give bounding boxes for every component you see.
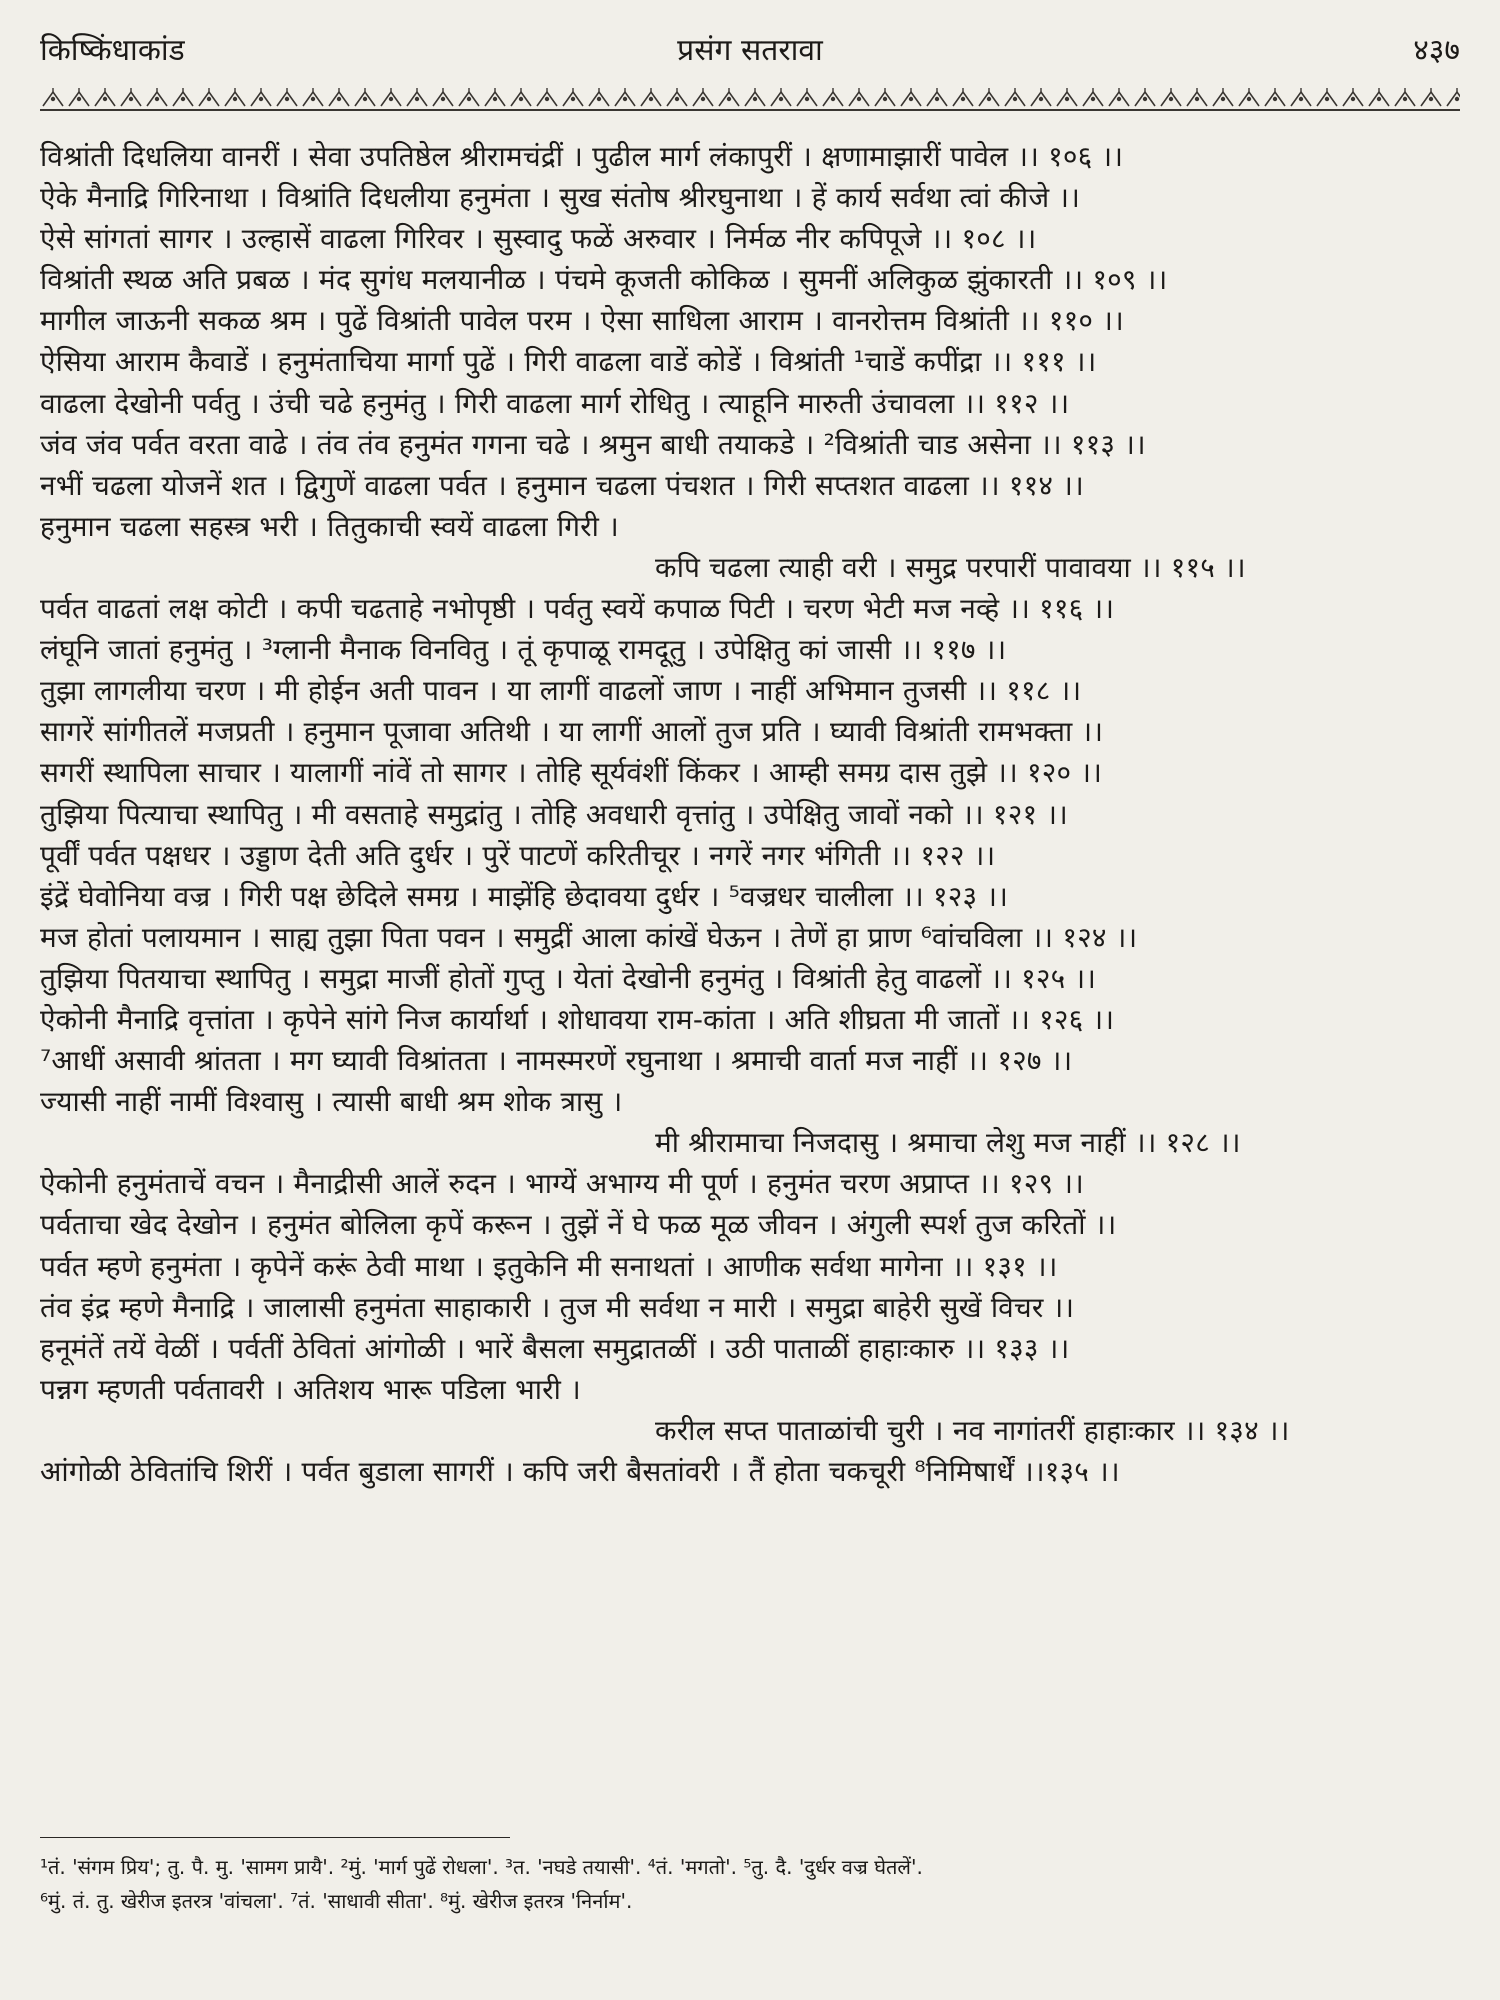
verse-line: हनुमान चढला सहस्त्र भरी । तितुकाची स्वयें वाढला गिरी । (40, 509, 619, 543)
verse-line: तंव इंद्र म्हणे मैनाद्रि । जालासी हनुमंता साहाकारी । तुज मी सर्वथा न मारी । समुद्रा बाहेरी सुखें विचर ।। (40, 1290, 1075, 1324)
verse-line: ऐके मैनाद्रि गिरिनाथा । विश्रांति दिधलीया हनुमंता । सुख संतोष श्रीरघुनाथा । हें कार्य सर्वथा त्वां कीजे ।। (40, 181, 1081, 215)
verse-line: ऐकोनी मैनाद्रि वृत्तांता । कृपेने सांगे निज कार्यार्था । शोधावया राम-कांता । अति शीघ्रता मी जातों ।। १२६ ।। (40, 1002, 1115, 1036)
verse-line-continuation: करील सप्त पाताळांची चुरी । नव नागांतरीं हाहाःकार ।। १३४ ।। (655, 1413, 1290, 1447)
verse-line: पर्वत वाढतां लक्ष कोटी । कपी चढताहे नभोपृष्ठी । पर्वतु स्वयें कपाळ पिटी । चरण भेटी मज नव्हे ।। ११६ ।। (40, 592, 1115, 626)
verse-line: लंघूनि जातां हनुमंतु । ³ग्लानी मैनाक विनवितु । तूं कृपाळू रामदूतु । उपेक्षितु कां जासी ।। ११७ ।। (40, 633, 1007, 667)
verse-line: विश्रांती दिधलिया वानरीं । सेवा उपतिष्ठेल श्रीरामचंद्रीं । पुढील मार्ग लंकापुरीं । क्षणामाझारीं पावेल ।। १०६ ।। (40, 140, 1124, 173)
verse-line: ऐसिया आराम कैवाडें । हनुमंताचिया मार्गा पुढें । गिरी वाढला वाडें कोडें । विश्रांती ¹चाडें कपींद्रा ।। १११ ।। (40, 345, 1097, 379)
verse-list (40, 136, 1460, 1492)
verse-line: पन्नग म्हणती पर्वतावरी । अतिशय भारू पडिला भारी । (40, 1372, 581, 1406)
footnote-line: ⁶मुं. तं. तु. खेरीज इतरत्र 'वांचला'. ⁷तं. 'साधावी सीता'. ⁸मुं. खेरीज इतरत्र 'निर्नाम'. (40, 1889, 633, 1913)
verse-line: विश्रांती स्थळ अति प्रबळ । मंद सुगंध मलयानीळ । पंचमे कूजती कोकिळ । सुमनीं अलिकुळ झुंकारती ।। १०९ ।। (40, 263, 1168, 297)
verse-line: मज होतां पलायमान । साह्य तुझा पिता पवन । समुद्रीं आला कांखें घेऊन । तेणें हा प्राण ⁶वांचविला ।। १२४ ।। (40, 920, 1138, 954)
page-number: ४३७ (1413, 33, 1460, 68)
verse-line: जंव जंव पर्वत वरता वाढे । तंव तंव हनुमंत गगना चढे । श्रमुन बाधी तयाकडे । ²विश्रांती चाड असेना ।। ११३ ।। (40, 427, 1146, 461)
footnote-line: ¹तं. 'संगम प्रिय'; तु. पै. मु. 'सामग प्रायै'. ²मुं. 'मार्ग पुढें रोधला'. ³त. 'नघडे तयासी'. ⁴तं. 'मगतो'. ⁵तु. दै. 'दुर्धर वज्र घेतलें'. (40, 1855, 923, 1879)
verse-line: ऐसे सांगतां सागर । उल्हासें वाढला गिरिवर । सुस्वादु फळें अरुवार । निर्मळ नीर कपिपूजे ।। १०८ ।। (40, 222, 1037, 256)
verse-line: पर्वत म्हणे हनुमंता । कृपेनें करूं ठेवी माथा । इतुकेनि मी सनाथतां । आणीक सर्वथा मागेना ।। १३१ ।। (40, 1249, 1058, 1283)
page-header (40, 28, 1460, 76)
verse-line: तुझा लागलीया चरण । मी होईन अती पावन । या लागीं वाढलों जाण । नाहीं अभिमान तुजसी ।। ११८ ।। (40, 674, 1082, 708)
verse-line: इंद्रें घेवोनिया वज्र । गिरी पक्ष छेदिले समग्र । माझेंहि छेदावया दुर्धर । ⁵वज्रधर चालीला ।। १२३ ।। (40, 879, 1009, 913)
verse-line: पूर्वीं पर्वत पक्षधर । उड्डाण देती अति दुर्धर । पुरें पाटणें करितीचूर । नगरें नगर भंगिती ।। १२२ ।। (40, 838, 996, 872)
verse-line: तुझिया पित्याचा स्थापितु । मी वसताहे समुद्रांतु । तोहि अवधारी वृत्तांतु । उपेक्षितु जावों नको ।। १२१ ।। (40, 797, 1068, 831)
verse-line: सागरें सांगीतलें मजप्रती । हनुमान पूजावा अतिथी । या लागीं आलों तुज प्रति । घ्यावी विश्रांती रामभक्ता ।। (40, 715, 1104, 749)
verse-line: सगरीं स्थापिला साचार । यालागीं नांवें तो सागर । तोहि सूर्यवंशीं किंकर । आम्ही समग्र दास तुझे ।। १२० ।। (40, 756, 1103, 790)
footnotes (40, 1850, 1460, 1918)
verse-line: वाढला देखोनी पर्वतु । उंची चढे हनुमंतु । गिरी वाढला मार्ग रोधितु । त्याहूनि मारुती उंचावला ।। ११२ ।। (40, 386, 1070, 420)
verse-line-continuation: कपि चढला त्याही वरी । समुद्र परपारीं पावावया ।। ११५ ।। (655, 550, 1246, 584)
ornament-pattern (40, 84, 1460, 114)
verse-line: हनूमंतें तयें वेळीं । पर्वतीं ठेवितां आंगोळी । भारें बैसला समुद्रातळीं । उठी पाताळीं हाहाःकारु ।। १३३ ।। (40, 1331, 1070, 1365)
verse-line: आंगोळी ठेवितांचि शिरीं । पर्वत बुडाला सागरीं । कपि जरी बैसतांवरी । तैं होता चकचूरी ⁸निमिषार्धें ।।१३५ ।। (40, 1455, 1120, 1488)
verse-line: तुझिया पितयाचा स्थापितु । समुद्रा माजीं होतों गुप्तु । येतां देखोनी हनुमंतु । विश्रांती हेतु वाढलों ।। १२५ ।। (40, 961, 1097, 995)
verse-line: मागील जाऊनी सकळ श्रम । पुढें विश्रांती पावेल परम । ऐसा साधिला आराम । वानरोत्तम विश्रांती ।। ११० ।। (40, 304, 1124, 338)
verse-line: ऐकोनी हनुमंताचें वचन । मैनाद्रीसी आलें रुदन । भाग्यें अभाग्य मी पूर्ण । हनुमंत चरण अप्राप्त ।। १२९ ।। (40, 1167, 1084, 1201)
verse-line-continuation: मी श्रीरामाचा निजदासु । श्रमाचा लेशु मज नाहीं ।। १२८ ।। (655, 1126, 1241, 1160)
header-ornament-border (40, 84, 1460, 114)
verse-line: नभीं चढला योजनें शत । द्विगुणें वाढला पर्वत । हनुमान चढला पंचशत । गिरी सप्तशत वाढला ।। ११४ ।। (40, 468, 1084, 502)
header-section-title: किष्किंधाकांड (40, 33, 185, 68)
verse-line: ⁷आधीं असावी श्रांतता । मग घ्यावी विश्रांतता । नामस्मरणें रघुनाथा । श्रमाची वार्ता मज नाहीं ।। १२७ ।। (40, 1044, 1073, 1078)
header-chapter-title: प्रसंग सतरावा (677, 33, 823, 68)
verse-line: पर्वताचा खेद देखोन । हनुमंत बोलिला कृपें करून । तुझें नें घे फळ मूळ जीवन । अंगुली स्पर्श तुज करितों ।। (40, 1208, 1117, 1242)
footnote-divider (40, 1837, 510, 1838)
verse-line: ज्यासी नाहीं नामीं विश्वासु । त्यासी बाधी श्रम शोक त्रासु । (40, 1085, 623, 1119)
